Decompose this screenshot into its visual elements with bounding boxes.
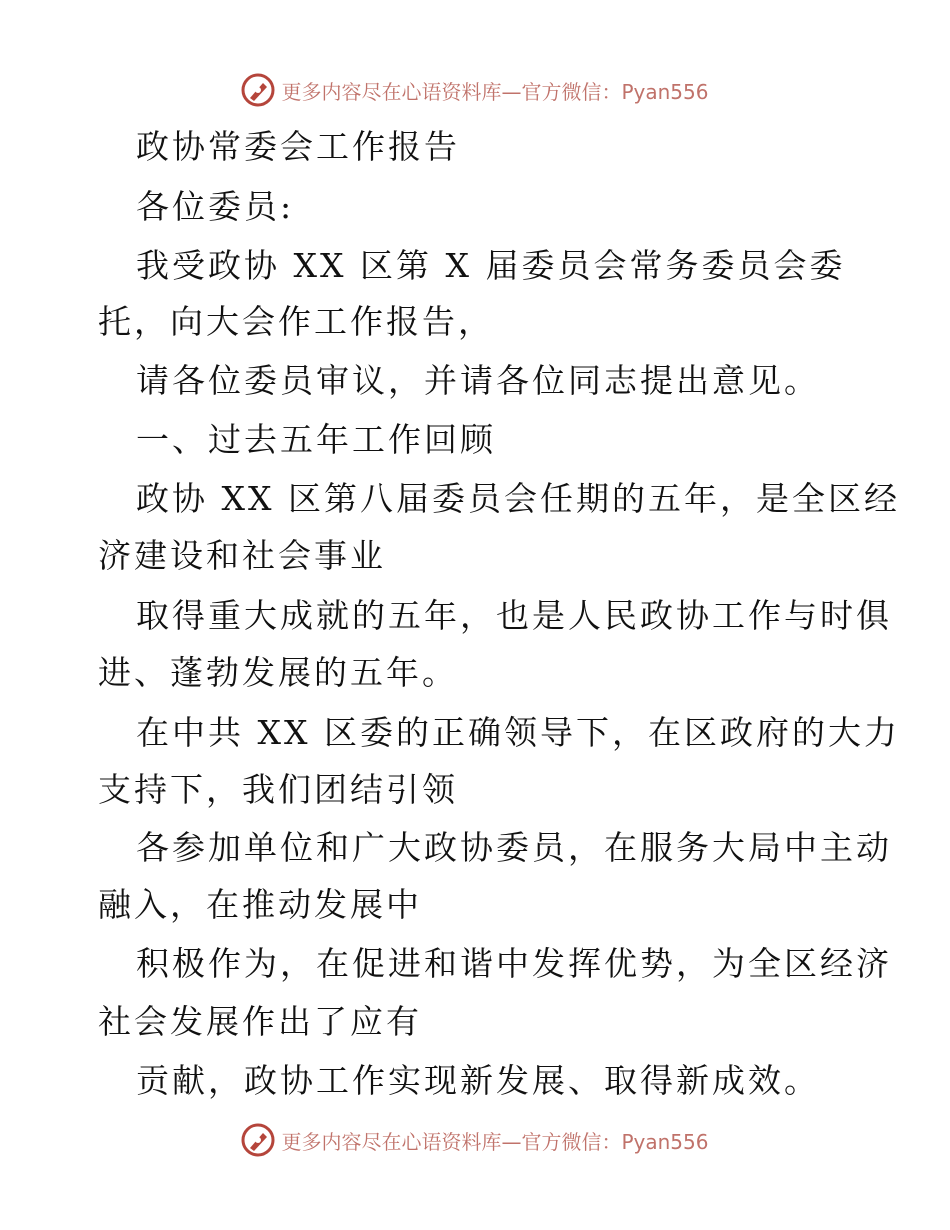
banner-text: 更多内容尽在心语资料库—官方微信：Pyan556	[281, 1129, 709, 1154]
pen-logo-icon	[241, 1123, 275, 1157]
footer-banner	[0, 1120, 950, 1160]
document-title: 政协常委会工作报告	[136, 127, 460, 166]
paragraph-line: 融入，在推动发展中	[98, 885, 422, 924]
paragraph-line: 请各位委员审议，并请各位同志提出意见。	[136, 361, 820, 400]
salutation: 各位委员:	[136, 187, 295, 226]
pen-logo-icon	[241, 73, 275, 107]
paragraph-line: 积极作为，在促进和谐中发挥优势，为全区经济	[136, 944, 892, 983]
paragraph-line: 取得重大成就的五年，也是人民政协工作与时俱	[136, 596, 892, 635]
header-banner	[0, 70, 950, 110]
paragraph-line: 进、蓬勃发展的五年。	[98, 653, 458, 692]
paragraph-line: 在中共 XX 区委的正确领导下，在区政府的大力	[136, 713, 900, 752]
paragraph-line: 我受政协 XX 区第 X 届委员会常务委员会委	[136, 246, 846, 285]
paragraph-line: 托，向大会作工作报告，	[98, 302, 494, 341]
paragraph-line: 各参加单位和广大政协委员，在服务大局中主动	[136, 828, 892, 867]
paragraph-line: 贡献，政协工作实现新发展、取得新成效。	[136, 1061, 820, 1100]
banner-text: 更多内容尽在心语资料库—官方微信：Pyan556	[281, 79, 709, 104]
paragraph-line: 政协 XX 区第八届委员会任期的五年，是全区经	[136, 479, 900, 518]
paragraph-line: 支持下，我们团结引领	[98, 770, 458, 809]
paragraph-line: 济建设和社会事业	[98, 536, 386, 575]
paragraph-line: 社会发展作出了应有	[98, 1002, 422, 1041]
section-heading: 一、过去五年工作回顾	[136, 420, 496, 459]
